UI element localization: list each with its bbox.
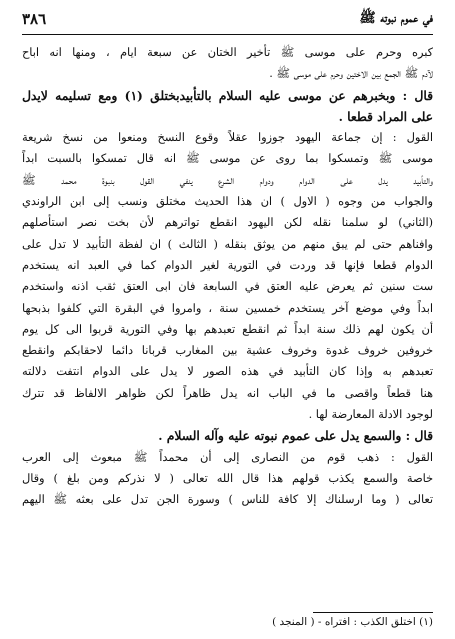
- text-line: الدوام قطعا فإنها قد وردت في التورية لغير الدوام كما في العبد انه يستخدم: [22, 258, 433, 272]
- text-line: ست سنين ثم يعرض عليه العتق في السابعة فان ابى العتق ثقب اذنه واستخدم: [22, 280, 433, 294]
- text-line: وافناهم حتى لم يبق منهم من يوثق بنقله ( الثالث ) ان لفظة التأبيد لا تدل على: [22, 237, 433, 251]
- text-line: هنا قطعاً واقصى ما في الباب انه يدل ظاهراً لكن ظواهر الالفاظ قد تترك: [22, 386, 433, 400]
- text-line: والجواب من وجوه ( الاول ) ان هذا الحديث مختلق ونسب إلى ابن الراوندي: [22, 195, 433, 209]
- text-line: لآدم ﷺ الجمع بين الاختين وحرم على موسى ﷺ .: [269, 67, 433, 81]
- text-line: القول : ذهب قوم من النصارى إلى أن محمداً ﷺ مبعوث إلى العرب: [22, 450, 433, 464]
- page-header: [22, 8, 433, 30]
- page-body: [22, 42, 433, 511]
- text-line: ابداً وفي موضع آخر يستخدم خمسين سنة ، وامروا في البقرة التي كلفوا بذبحها: [22, 301, 433, 315]
- text-line: موسى ﷺ وتمسكوا بما روى عن موسى ﷺ انه قال تمسكوا بالسبت ابداً: [22, 152, 433, 166]
- text-line: (الثاني) لو سلمنا نقله لكن اليهود انقطع تواترهم لأن بخت نصر استأصلهم: [22, 216, 433, 230]
- running-title: في عموم نبوته ﷺ: [359, 10, 433, 26]
- header-rule: [22, 34, 433, 35]
- text-line: تعالى ( وما ارسلناك إلا كافة للناس ) وسورة الجن تدل على بعثه ﷺ اليهم: [22, 493, 433, 507]
- matn-line: على المراد قطعا .: [338, 108, 433, 124]
- page-number: ٣٨٦: [22, 10, 47, 28]
- footnote-rule: [313, 612, 433, 613]
- text-line: والتأبيد يدل على الدوام ودوام الشرع ينفي القول بنبوة محمد ﷺ: [22, 173, 433, 187]
- matn-line: قال : والسمع يدل على عموم نبوته عليه وآله السلام .: [158, 428, 433, 444]
- text-line: كبره وحرم على موسى ﷺ تأخير الختان عن سبعة ايام ، ومنها انه اباح: [22, 46, 433, 59]
- text-line: أن يكون لهم ذلك سنة ابداً ثم انقطع تعبدهم بها وفي التورية قربوا الى كل يوم: [22, 322, 433, 336]
- matn-line: قال : وبخبرهم عن موسى عليه السلام بالتأبيدبختلق (١) ومع تسليمه لايدل: [22, 87, 433, 103]
- text-line: خروفين خروف غدوة وخروف عشية بين المغارب قربانا دائما لاحقابكم وانقطع: [22, 344, 433, 358]
- text-line: تعبدهم به وإذا كان التأبيد في هذه الصور لا يدل على الدوام انتفت دلالته: [22, 365, 433, 379]
- text-line: القول : إن جماعة اليهود جوزوا عقلاً وقوع النسخ ومنعوا من نسخ شريعة: [22, 131, 433, 145]
- text-line: خاصة والسمع يكذب قولهم هذا قال الله تعالى ( لا نذركم ومن بلغ ) وقال: [22, 471, 433, 485]
- footnote: (١) اختلق الكذب : افتراه - ( المنجد ): [272, 616, 433, 628]
- text-line: لوجود الادلة المعارضة لها .: [308, 408, 433, 422]
